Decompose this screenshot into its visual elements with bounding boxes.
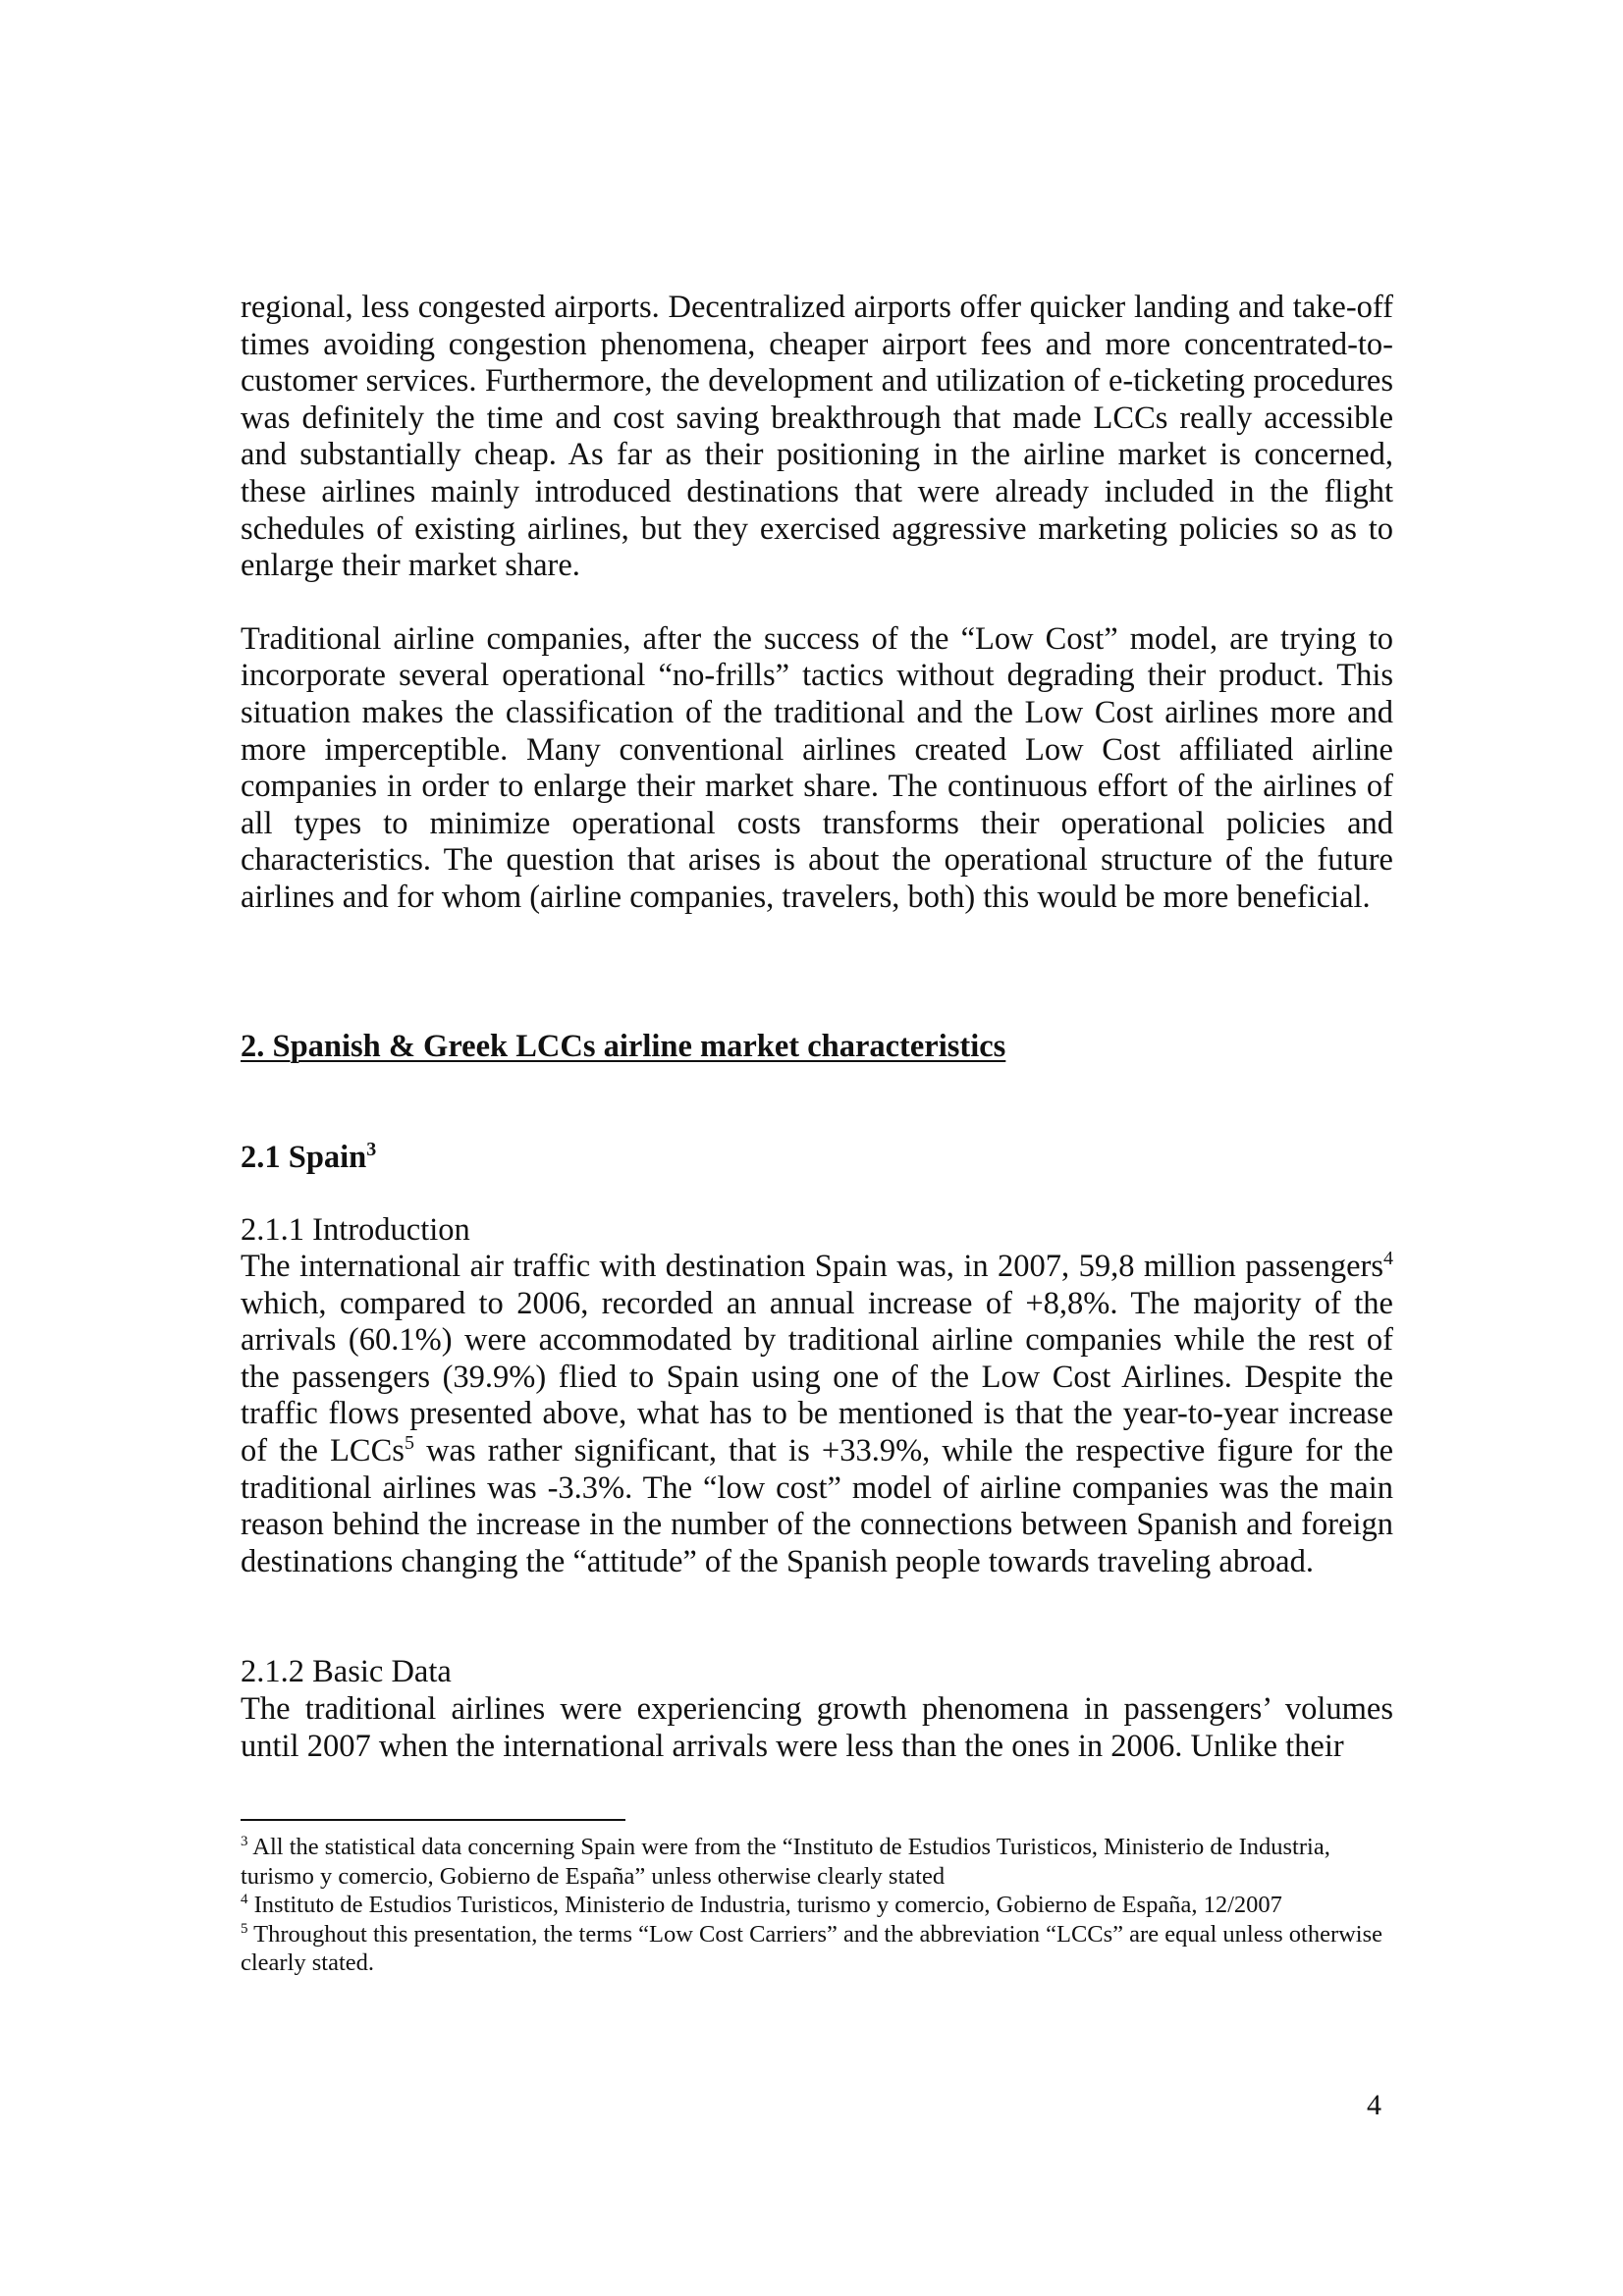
paragraph-spacer	[241, 1176, 1393, 1212]
intro-text-part-1: The international air traffic with destination Spain was, in 2007, 59,8 million passengers	[241, 1249, 1383, 1285]
footnote-number: 4	[241, 1891, 248, 1907]
section-spacer	[241, 1065, 1393, 1139]
footnote-separator	[241, 1819, 625, 1821]
intro-text-part-3: was rather significant, that is +33.9%, while the respective figure for the traditional airlines was -3.3%. The “low cost” model of airline companies was the main reason behind the increase in the number of the connections between Spanish and foreign destinations changing the “attitude” of the Spanish people towards traveling abroad.	[241, 1433, 1393, 1579]
subsection-heading-2-1-2: 2.1.2 Basic Data	[241, 1654, 452, 1690]
footnote-ref-4: 4	[1383, 1248, 1393, 1270]
footnote-5	[241, 1920, 1393, 1978]
footnote-text: Instituto de Estudios Turisticos, Ministerio de Industria, turismo y comercio, Gobierno de España, 12/2007	[247, 1892, 1282, 1918]
paragraph-airports: regional, less congested airports. Decentralized airports offer quicker landing and take-off times avoiding congestion phenomena, cheaper airport fees and more concentrated-to-customer services. Furthermore, the development and utilization of e-ticketing procedures was definitely the time and cost saving breakthrough that made LCCs really accessible and substantially cheap. As far as their positioning in the airline market is concerned, these airlines mainly introduced destinations that were already included in the flight schedules of existing airlines, but they exercised aggressive marketing policies so as to enlarge their market share.	[241, 290, 1393, 584]
paragraph-traditional-airlines: Traditional airline companies, after the success of the “Low Cost” model, are trying to incorporate several operational “no-frills” tactics without degrading their product. This situation makes the classification of the traditional and the Low Cost airlines more and more imperceptible. Many conventional airlines created Low Cost affiliated airline companies in order to enlarge their market share. The continuous effort of the airlines of all types to minimize operational costs transforms their operational policies and characteristics. The question that arises is about the operational structure of the future airlines and for whom (airline companies, travelers, both) this would be more beneficial.	[241, 620, 1393, 915]
section-heading-2-1-text: 2.1 Spain	[241, 1139, 367, 1175]
page-number: 4	[1367, 2089, 1381, 2121]
footnotes	[241, 1833, 1393, 1978]
intro-text-part-2: which, compared to 2006, recorded an annual increase of +8,8%. The majority of the arrivals (60.1%) were accommodated by traditional airline companies while the rest of the passengers (39.9%) flied to Spain using one of the Low Cost Airlines. Despite the traffic flows presented above, what has to be mentioned is that the year-to-year increase of the LCCs	[241, 1285, 1393, 1469]
footnote-number: 3	[241, 1833, 248, 1849]
section-heading-2: 2. Spanish & Greek LCCs airline market characteristics	[241, 1028, 1006, 1064]
section-spacer	[241, 1580, 1393, 1654]
paragraph-spacer	[241, 585, 1393, 621]
footnote-text: All the statistical data concerning Spain were from the “Instituto de Estudios Turisticos, Ministerio de Industria, turismo y comercio, Gobierno de España” unless otherwise clearly stated	[241, 1834, 1330, 1890]
section-heading-2-1	[241, 1139, 1393, 1176]
footnote-number: 5	[241, 1920, 248, 1937]
footnote-text: Throughout this presentation, the terms “Low Cost Carriers” and the abbreviation “LCCs” are equal unless otherwise clearly stated.	[241, 1920, 1383, 1976]
subsection-heading-2-1-1: 2.1.1 Introduction	[241, 1211, 470, 1248]
footnote-3	[241, 1833, 1393, 1891]
paragraph-introduction	[241, 1249, 1393, 1580]
main-text	[241, 290, 1393, 1765]
footnote-4	[241, 1891, 1393, 1920]
footnote-ref-5: 5	[404, 1432, 414, 1455]
paragraph-basic-data: The traditional airlines were experiencing growth phenomena in passengers’ volumes until 2007 when the international arrivals were less than the ones in 2006. Unlike their	[241, 1691, 1393, 1764]
section-spacer	[241, 917, 1393, 1028]
footnote-ref-3: 3	[366, 1138, 377, 1160]
